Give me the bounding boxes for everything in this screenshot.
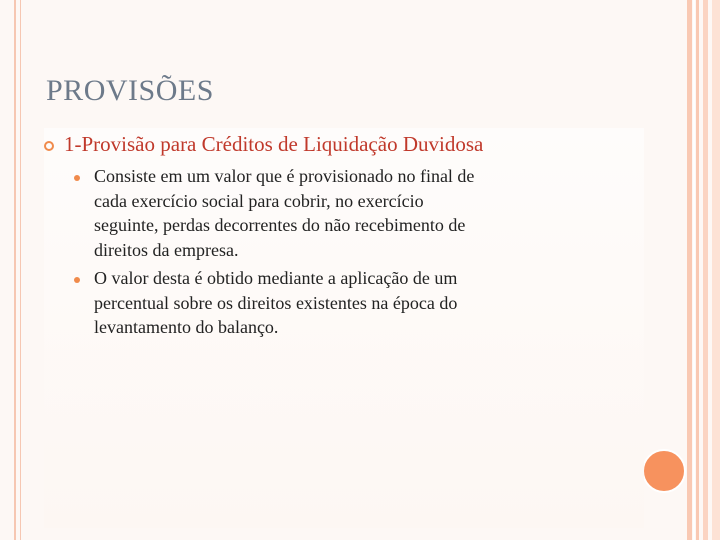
level1-text: 1-Provisão para Créditos de Liquidação Duvidosa: [64, 132, 484, 156]
left-stripe-inner: [20, 0, 21, 540]
right-stripe-3: [703, 0, 708, 540]
bullet-list: [74, 164, 642, 344]
right-stripe-divider: [693, 0, 695, 540]
list-item: [74, 164, 642, 262]
filled-dot-bullet-icon: [74, 277, 80, 283]
bullet-line: Consiste em um valor que é provisionado no final de: [94, 166, 475, 186]
bullet-line: levantamento do balanço.: [94, 317, 279, 337]
left-stripe-outer: [14, 0, 16, 540]
bullet-line: O valor desta é obtido mediante a aplicação de um: [94, 268, 458, 288]
right-stripe-1: [687, 0, 692, 540]
bullet-line: cada exercício social para cobrir, no exercício: [94, 190, 424, 211]
bullet-text: [94, 164, 642, 262]
hollow-circle-bullet-icon: [44, 141, 54, 151]
filled-dot-bullet-icon: [74, 175, 80, 181]
bullet-line: direitos da empresa.: [94, 239, 239, 260]
right-stripe-2: [696, 0, 699, 540]
list-item: [74, 266, 642, 340]
bullet-line: percentual sobre os direitos existentes na época do: [94, 292, 458, 313]
right-stripe-4: [712, 0, 720, 540]
slide-title: PROVISÕES: [46, 74, 214, 107]
bullet-text: [94, 266, 642, 340]
bullet-line: seguinte, perdas decorrentes do não recebimento de: [94, 215, 466, 235]
level1-bullet-item: [44, 132, 483, 157]
orange-circle-icon: [642, 449, 686, 493]
